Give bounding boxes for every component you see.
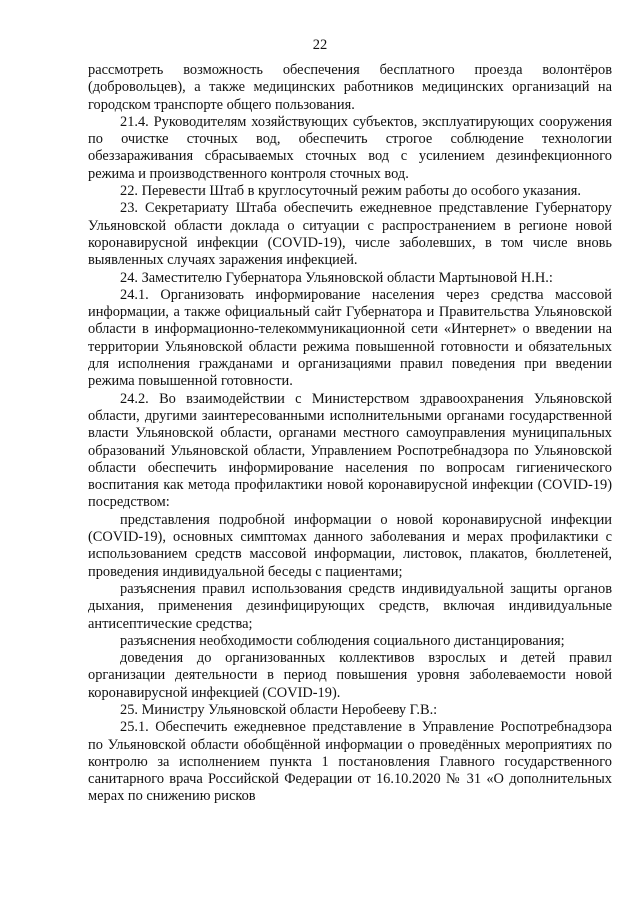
paragraph-25: 25. Министру Ульяновской области Неробееву Г.В.:: [120, 701, 438, 718]
page-number: 22: [312, 37, 328, 53]
paragraph-25-1: 25.1. Обеспечить ежедневное представление в Управление Роспотребнадзора по Ульяновской области обобщённой информации о проведённых мероприятиях по контролю за исполнением пункта 1 постановления Главного государственного санитарного врача Российской Федерации от 16.10.2020 № 31 «О дополнительных мерах по снижению рисков: [88, 719, 612, 805]
list-item-social-distancing: разъяснения необходимости соблюдения социального дистанцирования;: [120, 632, 565, 649]
paragraph-24: 24. Заместителю Губернатора Ульяновской области Мартыновой Н.Н.:: [120, 269, 553, 286]
paragraph-24-1: 24.1. Организовать информирование населения через средства массовой информации, а также официальный сайт Губернатора и Правительства Ульяновской области в информационно-телекоммуникационной сети «Интернет» о введении на территории Ульяновской области режима повышенной готовности и обязательных для исполнения гражданами и организациями правил поведения при введении режима повышенной готовности.: [88, 286, 612, 390]
paragraph-22: 22. Перевести Штаб в круглосуточный режим работы до особого указания.: [120, 183, 581, 200]
paragraph-21-4: 21.4. Руководителям хозяйствующих субъектов, эксплуатирующих сооружения по очистке сточных вод, обеспечить строгое соблюдение технологии обеззараживания сбрасываемых сточных вод с усилением дезинфекционного режима и производственного контроля сточных вод.: [88, 113, 612, 182]
paragraph-continuation: рассмотреть возможность обеспечения бесплатного проезда волонтёров (добровольцев), а также медицинских работников медицинских организаций на городском транспорте общего пользования.: [88, 62, 612, 113]
document-body: [88, 62, 612, 806]
paragraph-24-2: 24.2. Во взаимодействии с Министерством здравоохранения Ульяновской области, другими заинтересованными исполнительными органами государственной власти Ульяновской области, органами местного самоуправления муниципальных образований Ульяновской области, Управлением Роспотребнадзора по Ульяновской области обеспечить информирование населения по вопросам гигиенического воспитания как метода профилактики новой коронавирусной инфекции (COVID-19) посредством:: [88, 390, 612, 511]
list-item-collectives-rules: доведения до организованных коллективов взрослых и детей правил организации деятельности в период повышения уровня заболеваемости новой коронавирусной инфекцией (COVID-19).: [88, 650, 612, 701]
list-item-information: представления подробной информации о новой коронавирусной инфекции (COVID-19), основных симптомах данного заболевания и мерах профилактики с использованием средств массовой информации, листовок, плакатов, бюллетеней, проведения индивидуальной беседы с пациентами;: [88, 511, 612, 580]
list-item-protection-rules: разъяснения правил использования средств индивидуальной защиты органов дыхания, применения дезинфицирующих средств, включая индивидуальные антисептические средства;: [88, 580, 612, 632]
paragraph-23: 23. Секретариату Штаба обеспечить ежедневное представление Губернатору Ульяновской области доклада о ситуации с распространением в регионе новой коронавирусной инфекции (COVID-19), числе заболевших, в том числе вновь выявленных случаях заражения инфекцией.: [88, 200, 612, 269]
